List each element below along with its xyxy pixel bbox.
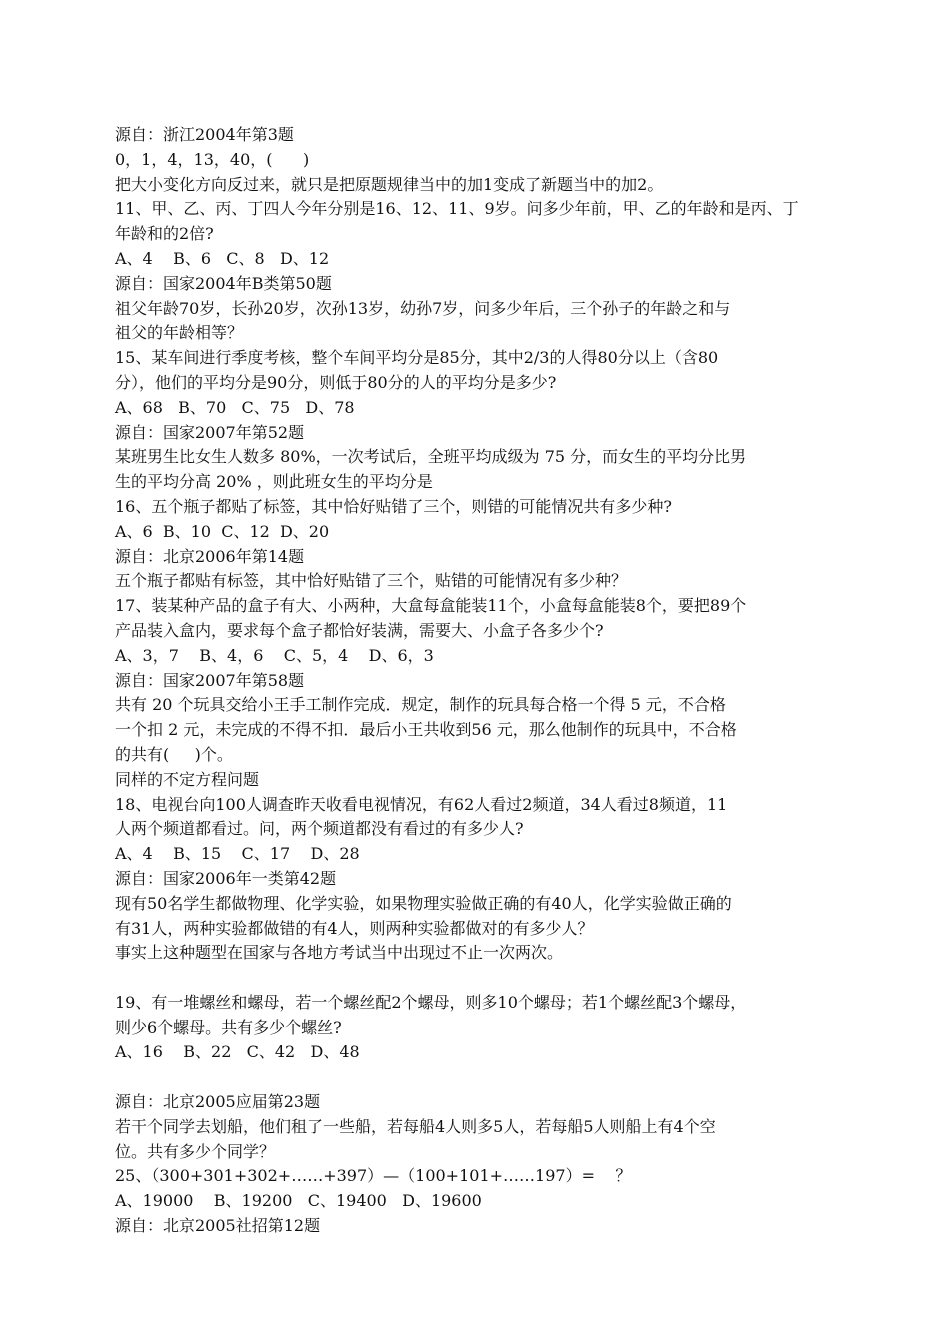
text-line: 16、五个瓶子都贴了标签，其中恰好贴错了三个，则错的可能情况共有多少种?: [115, 496, 672, 516]
text-line: 17、装某种产品的盒子有大、小两种，大盒每盒能装11个，小盒每盒能装8个，要把89个: [115, 596, 747, 616]
text-line: 一个扣 2 元，未完成的不得不扣．最后小王共收到56 元，那么他制作的玩具中，不合格: [115, 720, 737, 740]
text-line: 18、电视台向100人调查昨天收看电视情况，有62人看过2频道，34人看过8频道，11: [115, 794, 728, 814]
text-line: 源自：国家2004年B类第50题: [115, 273, 332, 293]
text-line: 现有50名学生都做物理、化学实验，如果物理实验做正确的有40人，化学实验做正确的: [115, 893, 732, 913]
text-line: 共有 20 个玩具交给小王手工制作完成．规定，制作的玩具每合格一个得 5 元，不合格: [115, 695, 726, 715]
text-line: 五个瓶子都贴有标签，其中恰好贴错了三个，贴错的可能情况有多少种？: [115, 571, 628, 591]
text-line: A、6 B、10 C、12 D、20: [115, 521, 330, 541]
text-line: 15、某车间进行季度考核，整个车间平均分是85分，其中2/3的人得80分以上（含80: [115, 348, 719, 368]
text-line: 某班男生比女生人数多 80%，一次考试后，全班平均成级为 75 分，而女生的平均分比男: [115, 447, 747, 467]
text-line: 源自：国家2007年第52题: [115, 422, 305, 442]
text-line: A、4 B、6 C、8 D、12: [115, 248, 330, 268]
blank-line: [115, 1065, 840, 1090]
blank-line: [115, 966, 840, 991]
text-line: A、4 B、15 C、17 D、28: [115, 844, 360, 864]
text-line: 25、（300+301+302+……+397）—（100+101+……197）= ？: [115, 1166, 632, 1186]
text-line: 则少6个螺母。共有多少个螺丝?: [115, 1017, 342, 1037]
text-line: A、3，7 B、4，6 C、5，4 D、6，3: [115, 645, 434, 665]
text-line: 若干个同学去划船，他们租了一些船，若每船4人则多5人，若每船5人则船上有4个空: [115, 1116, 716, 1136]
text-line: 祖父的年龄相等？: [115, 323, 244, 343]
text-line: 生的平均分高 20% ，则此班女生的平均分是: [115, 472, 433, 492]
document-page: [115, 123, 840, 1239]
text-line: 产品装入盒内，要求每个盒子都恰好装满，需要大、小盒子各多少个?: [115, 620, 604, 640]
text-line: 源自：北京2005应届第23题: [115, 1092, 321, 1112]
text-line: A、68 B、70 C、75 D、78: [115, 397, 355, 417]
text-line: 源自：国家2006年一类第42题: [115, 868, 337, 888]
text-line: 分），他们的平均分是90分，则低于80分的人的平均分是多少?: [115, 372, 557, 392]
text-line: 19、有一堆螺丝和螺母，若一个螺丝配2个螺母，则多10个螺母；若1个螺丝配3个螺母，: [115, 992, 747, 1012]
text-line: 有31人，两种实验都做错的有4人，则两种实验都做对的有多少人？: [115, 918, 594, 938]
text-line: 位。共有多少个同学？: [115, 1141, 276, 1161]
text-line: 年龄和的2倍?: [115, 224, 214, 244]
text-line: 源自：北京2005社招第12题: [115, 1216, 321, 1236]
text-line: 源自：国家2007年第58题: [115, 670, 305, 690]
text-line: 0，1，4，13，40，( ): [115, 149, 310, 169]
text-line: 事实上这种题型在国家与各地方考试当中出现过不止一次两次。: [115, 943, 564, 963]
text-line: A、16 B、22 C、42 D、48: [115, 1042, 360, 1062]
text-line: 11、甲、乙、丙、丁四人今年分别是16、12、11、9岁。问多少年前，甲、乙的年龄和是丙、丁: [115, 199, 799, 219]
text-line: 把大小变化方向反过来，就只是把原题规律当中的加1变成了新题当中的加2。: [115, 174, 664, 194]
text-line: 源自：北京2006年第14题: [115, 546, 305, 566]
text-line: 人两个频道都看过。问，两个频道都没有看过的有多少人?: [115, 819, 524, 839]
text-line: 同样的不定方程问题: [115, 769, 260, 789]
text-line: A、19000 B、19200 C、19400 D、19600: [115, 1191, 482, 1211]
text-line: 祖父年龄70岁，长孙20岁，次孙13岁，幼孙7岁，问多少年后，三个孙子的年龄之和与: [115, 298, 731, 318]
text-line: 的共有( )个。: [115, 744, 233, 764]
text-line: 源自：浙江2004年第3题: [115, 125, 294, 144]
